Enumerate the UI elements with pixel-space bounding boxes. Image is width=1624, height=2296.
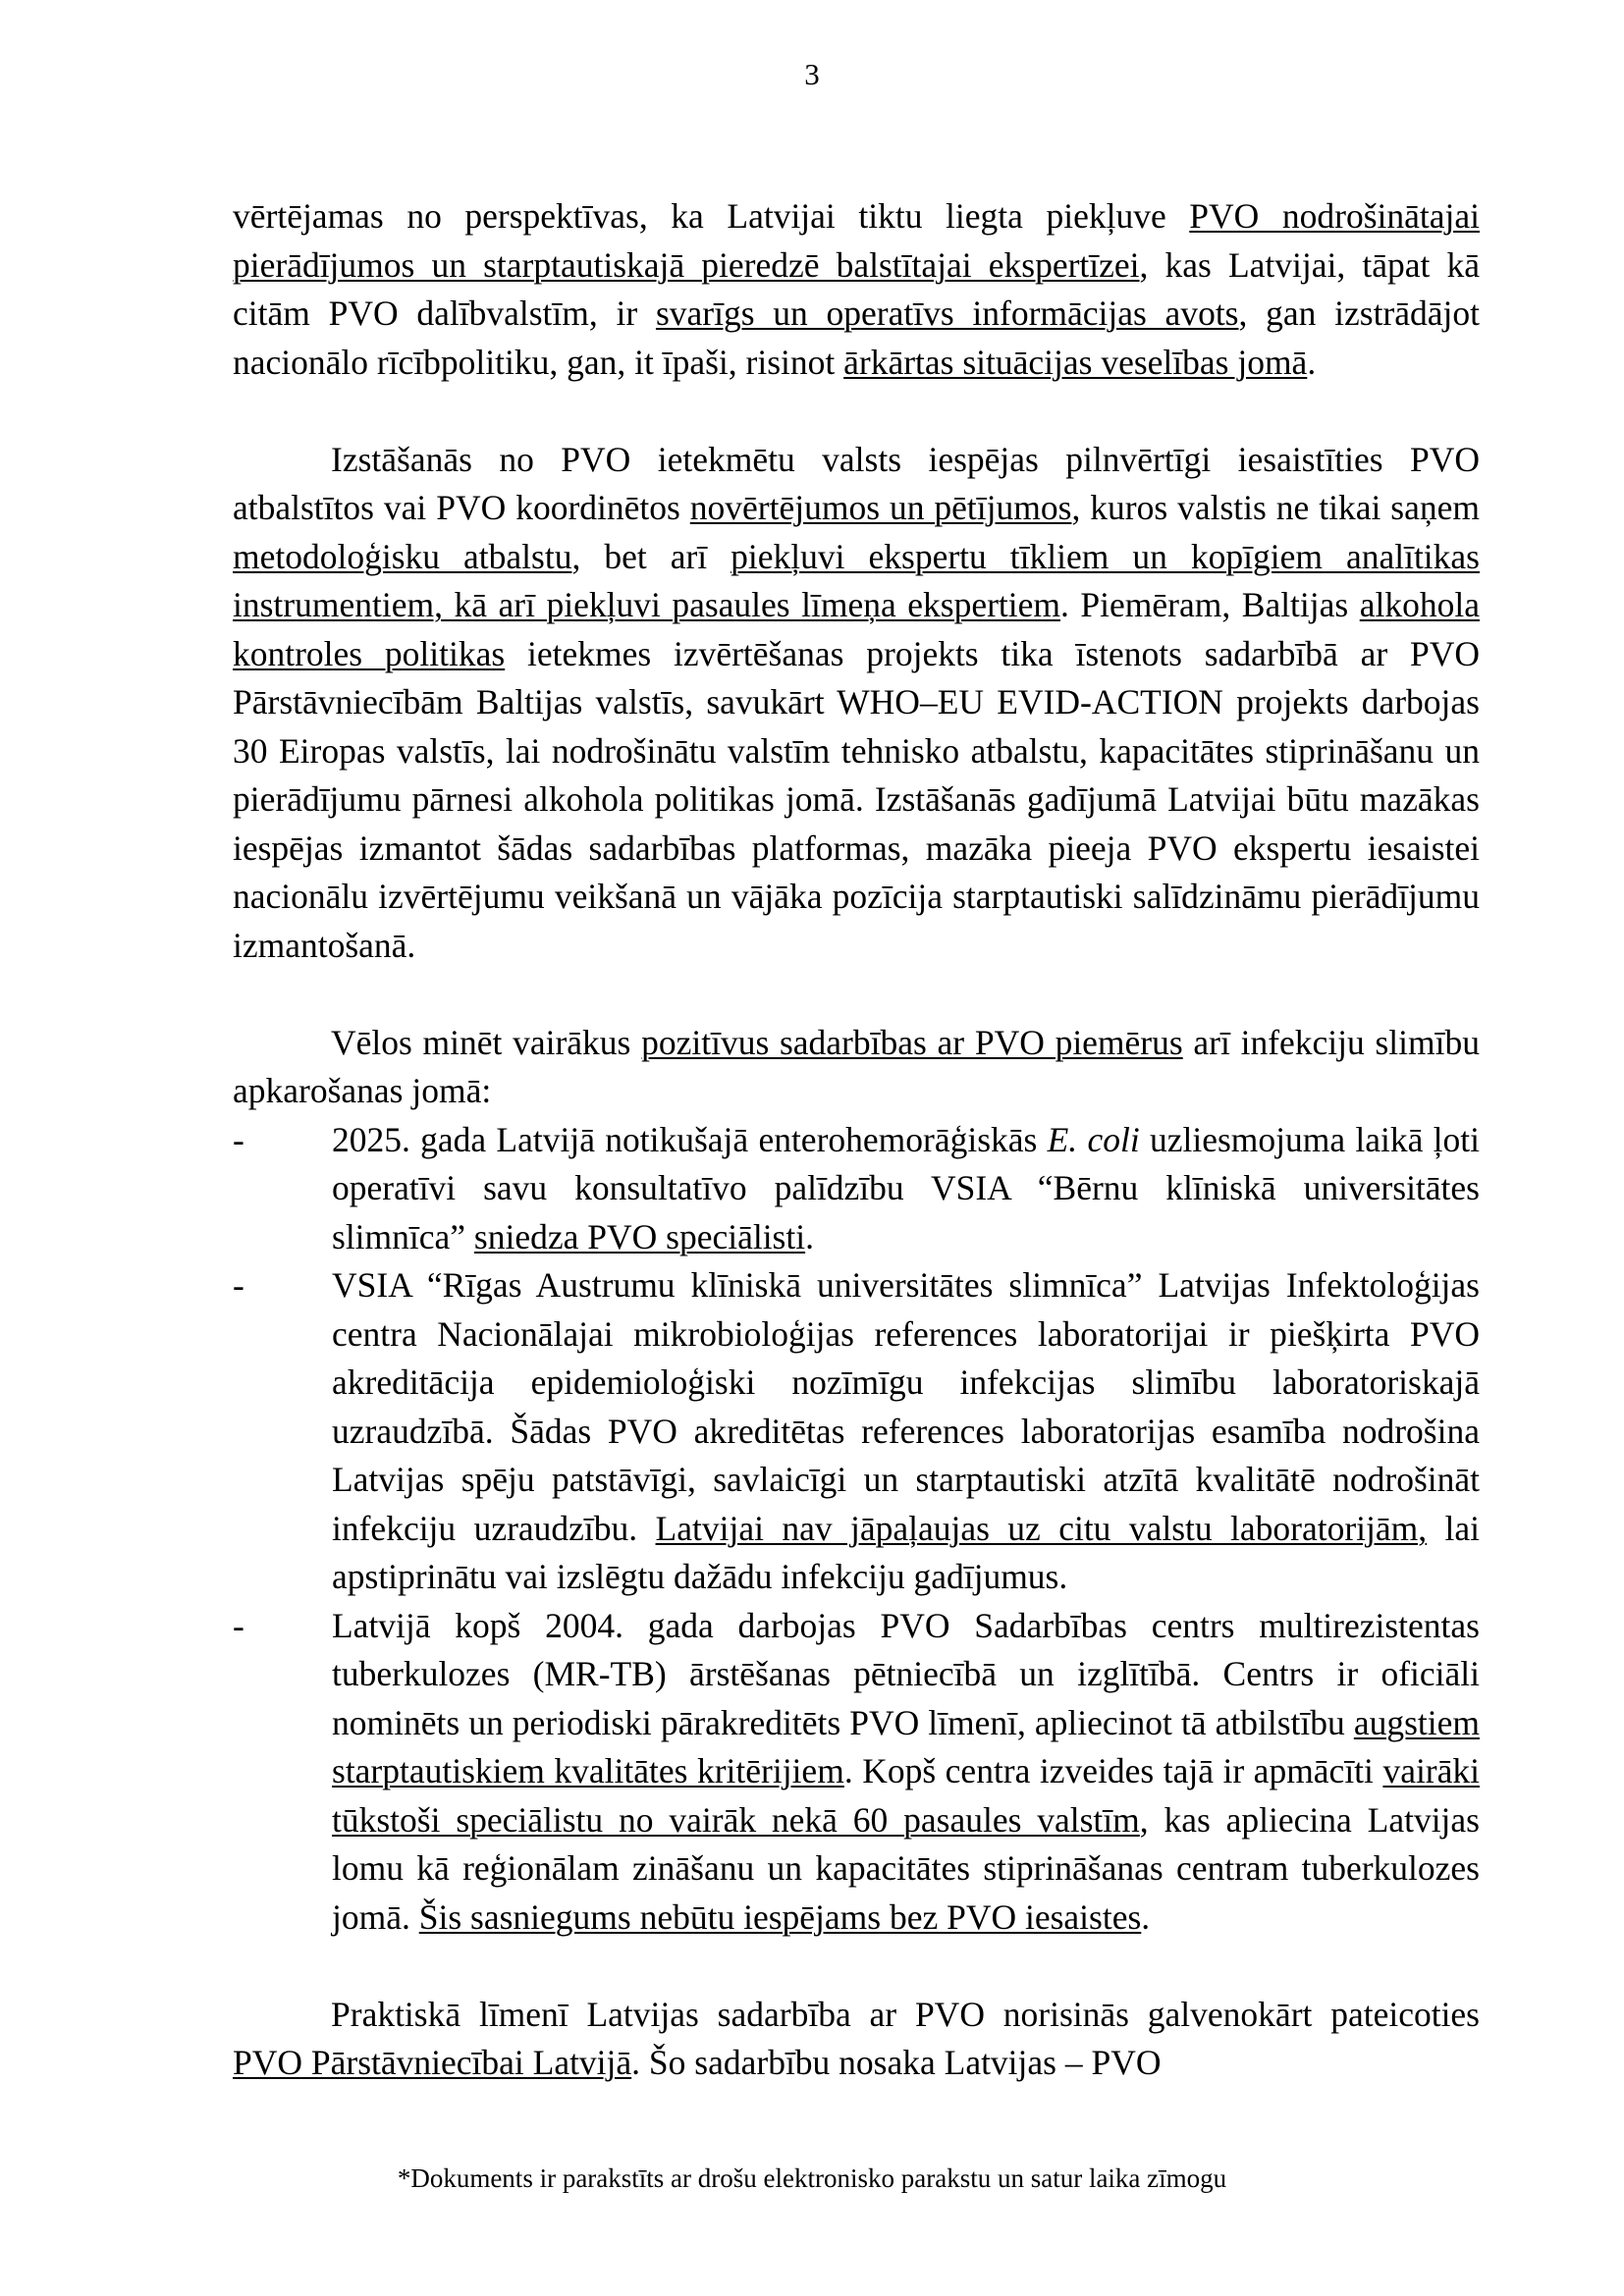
underlined-text: pozitīvus sadarbības ar PVO piemērus <box>641 1022 1183 1062</box>
underlined-text: alkohola kontroles politikas <box>233 585 1480 673</box>
text-run: , kas apliecina Latvijas lomu kā reģionālam zināšanu un kapacitātes stiprināšanas centram tuberkulozes jomā. <box>332 1799 1480 1937</box>
text-run: , bet arī <box>571 536 731 576</box>
underlined-text: piekļuvi ekspertu tīkliem un kopīgiem analītikas instrumentiem, kā arī piekļuvi pasaules līmeņa ekspertiem <box>233 536 1480 624</box>
italic-text: E. coli <box>1047 1119 1140 1159</box>
text-run: uzliesmojuma laikā ļoti operatīvi savu konsultatīvo palīdzību VSIA “Bērnu klīniskā universitātes slimnīca” <box>332 1119 1481 1256</box>
paragraph-3 <box>233 1019 1480 1116</box>
underlined-text: augstiem starptautiskiem kvalitātes kritērijiem <box>332 1702 1480 1790</box>
text-run: , gan izstrādājot nacionālo rīcībpolitiku, gan, it īpaši, risinot <box>233 294 1480 382</box>
list-dash: - <box>233 1265 244 1305</box>
text-run: , kuros valstis ne tikai saņem <box>1071 488 1480 527</box>
text-run: . Kopš centra izveides tajā ir apmācīti <box>843 1751 1383 1790</box>
underlined-text: Šis sasniegums nebūtu iespējams bez PVO iesaistes <box>418 1896 1142 1937</box>
paragraph-1 <box>233 192 1480 387</box>
list-item <box>233 1602 1480 1943</box>
list-dash: - <box>233 1605 244 1645</box>
paragraph-2 <box>233 436 1480 971</box>
underlined-text: novērtējumos un pētījumos <box>689 488 1072 527</box>
text-run: 2025. gada Latvijā notikušajā enterohemorāģiskās <box>332 1119 1048 1159</box>
text-run: . Šo sadarbību nosaka Latvijas – PVO <box>631 2043 1162 2082</box>
underlined-text: sniedza PVO speciālisti <box>473 1216 806 1256</box>
text-run: ietekmes izvērtēšanas projekts tika īstenots sadarbībā ar PVO Pārstāvniecībām Baltijas valstīs, savukārt WHO–EU EVID-ACTION projekts darbojas 30 Eiropas valstīs, lai nodrošinātu valstīm tehnisko atbalstu, kapacitātes stiprināšanu un pierādījumu pārnesi alkohola politikas jomā. Izstāšanās gadījumā Latvijai būtu mazākas iespējas izmantot šādas sadarbības platformas, mazāka pieeja PVO ekspertu iesaistei nacionālu izvērtējumu veikšanā un vājāka pozīcija starptautiski salīdzināmu pierādījumu izmantošanā. <box>233 633 1480 965</box>
text-run: arī infekciju slimību apkarošanas jomā: <box>233 1022 1480 1110</box>
text-run: Izstāšanās no PVO ietekmētu valsts iespējas pilnvērtīgi iesaistīties PVO atbalstītos vai PVO koordinētos <box>233 439 1480 527</box>
list-dash: - <box>233 1119 244 1159</box>
document-body <box>233 192 1480 2088</box>
text-run: Praktiskā līmenī Latvijas sadarbība ar PVO norisinās galvenokārt pateicoties <box>331 1994 1480 2034</box>
text-run: lai apstiprinātu vai izslēgtu dažādu infekciju gadījumus. <box>332 1508 1480 1596</box>
text-run: VSIA “Rīgas Austrumu klīniskā universitātes slimnīca” Latvijas Infektoloģijas centra Nacionālajai mikrobioloģijas references laboratorijai ir piešķirta PVO akreditācija epidemioloģiski nozīmīgu infekcijas slimību laboratoriskajā uzraudzībā. Šādas PVO akreditētas references laboratorijas esamība nodrošina Latvijas spēju patstāvīgi, savlaicīgi un starptautiski atzītā kvalitātē nodrošināt infekciju uzraudzību. <box>332 1265 1480 1548</box>
text-run: . <box>1141 1896 1151 1937</box>
underlined-text: Latvijai nav jāpaļaujas uz citu valstu laboratorijām, <box>655 1508 1428 1548</box>
underlined-text: vairāki tūkstoši speciālistu no vairāk nekā 60 pasaules valstīm <box>332 1751 1480 1840</box>
underlined-text: metodoloģisku atbalstu <box>233 536 572 576</box>
text-run: Vēlos minēt vairākus <box>331 1022 642 1062</box>
underlined-text: PVO Pārstāvniecībai Latvijā <box>233 2043 632 2082</box>
list-item <box>233 1116 1480 1262</box>
text-run: Latvijā kopš 2004. gada darbojas PVO Sadarbības centrs multirezistentas tuberkulozes (MR-TB) ārstēšanas pētniecībā un izglītībā. Centrs ir oficiāli nominēts un periodiski pārakreditēts PVO līmenī, apliecinot tā atbilstību <box>332 1605 1480 1742</box>
list-item-text <box>332 1265 1480 1596</box>
page-number: 3 <box>804 57 820 91</box>
text-run: . <box>805 1216 814 1256</box>
text-run: . Piemēram, Baltijas <box>1060 585 1360 624</box>
underlined-text: svarīgs un operatīvs informācijas avots <box>655 294 1239 333</box>
examples-list <box>233 1116 1480 1943</box>
underlined-text: PVO nodrošinātajai pierādījumos un starptautiskajā pieredzē balstītajai ekspertīzei <box>233 196 1480 285</box>
text-run: . <box>1307 342 1317 382</box>
signature-footer: *Dokuments ir parakstīts ar drošu elektronisko parakstu un satur laika zīmogu <box>397 2163 1227 2193</box>
list-item-text <box>332 1120 1480 1256</box>
text-run: , kas Latvijai, tāpat kā citām PVO dalībvalstīm, ir <box>233 244 1480 333</box>
paragraph-4 <box>233 1991 1480 2088</box>
list-item <box>233 1261 1480 1602</box>
underlined-text: ārkārtas situācijas veselības jomā <box>843 342 1308 382</box>
list-item-text <box>332 1606 1480 1937</box>
text-run: vērtējamas no perspektīvas, ka Latvijai tiktu liegta piekļuve <box>233 196 1190 236</box>
